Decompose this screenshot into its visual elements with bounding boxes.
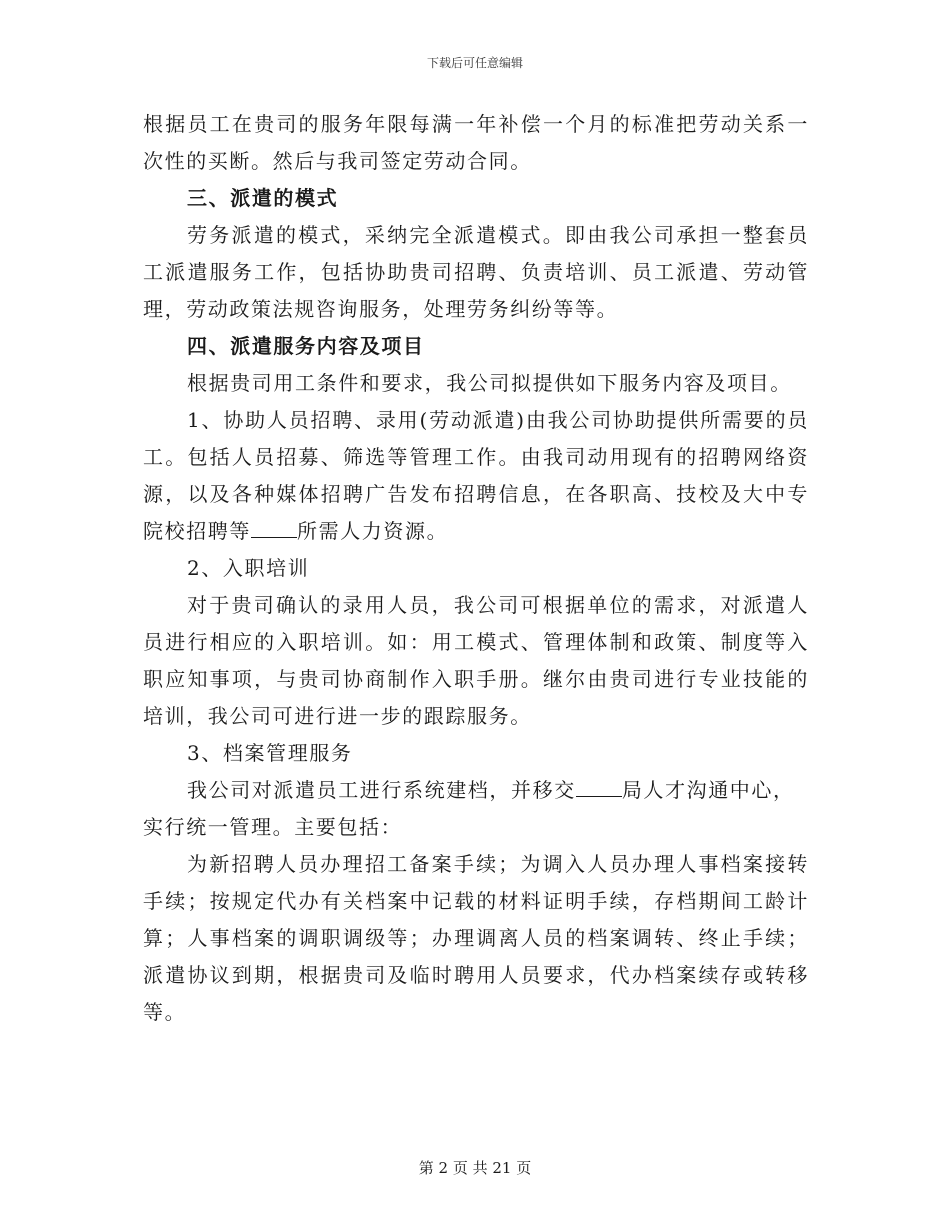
section-heading: 三、派遣的模式: [187, 186, 339, 210]
paragraph-line: 为新招聘人员办理招工备案手续；为调入人员办理人事档案接转: [187, 852, 809, 876]
paragraph-line: 理，劳动政策法规咨询服务，处理劳务纠纷等等。: [143, 297, 619, 321]
paragraph-line: 工派遣服务工作，包括协助贵司招聘、负责培训、员工派遣、劳动管: [143, 260, 809, 284]
page-header: 下载后可任意编辑: [426, 56, 523, 70]
paragraph-line: [143, 772, 809, 809]
paragraph-line: 1、协助人员招聘、录用(劳动派遣)由我公司协助提供所需要的员: [187, 408, 809, 432]
paragraph-line: 实行统一管理。主要包括：: [143, 815, 403, 839]
paragraph-line: 源，以及各种媒体招聘广告发布招聘信息，在各职高、技校及大中专: [143, 482, 809, 506]
subsection-heading: 3、档案管理服务: [187, 741, 353, 765]
paragraph-line: [143, 513, 809, 550]
line-text: 院校招聘等: [143, 519, 251, 543]
paragraph-line: 派遣协议到期，根据贵司及临时聘用人员要求，代办档案续存或转移: [143, 963, 809, 987]
fill-in-blank: [251, 517, 297, 538]
line-text: 局人才沟通中心，: [621, 778, 795, 802]
paragraph-line: 培训，我公司可进行进一步的跟踪服务。: [143, 704, 532, 728]
paragraph-line: 对于贵司确认的录用人员，我公司可根据单位的需求，对派遣人: [187, 593, 809, 617]
paragraph-line: 次性的买断。然后与我司签定劳动合同。: [143, 149, 532, 173]
paragraph-line: 员进行相应的入职培训。如：用工模式、管理体制和政策、制度等入: [143, 630, 809, 654]
paragraph-line: 工。包括人员招募、筛选等管理工作。由我司动用现有的招聘网络资: [143, 445, 809, 469]
paragraph-line: 根据员工在贵司的服务年限每满一年补偿一个月的标准把劳动关系一: [143, 112, 809, 136]
page-footer: 第 2 页 共 21 页: [418, 1159, 532, 1177]
fill-in-blank: [576, 776, 622, 797]
paragraph-line: 等。: [143, 1000, 187, 1024]
paragraph-line: 根据贵司用工条件和要求，我公司拟提供如下服务内容及项目。: [187, 371, 792, 395]
document-body: [143, 106, 809, 1031]
subsection-heading: 2、入职培训: [187, 556, 310, 580]
paragraph-line: 职应知事项，与贵司协商制作入职手册。继尔由贵司进行专业技能的: [143, 667, 809, 691]
paragraph-line: 算；人事档案的调职调级等；办理调离人员的档案调转、终止手续；: [143, 926, 809, 950]
line-text: 我公司对派遣员工进行系统建档，并移交: [187, 778, 576, 802]
paragraph-line: 劳务派遣的模式，采纳完全派遣模式。即由我公司承担一整套员: [187, 223, 809, 247]
paragraph-line: 手续；按规定代办有关档案中记载的材料证明手续，存档期间工龄计: [143, 889, 809, 913]
section-heading: 四、派遣服务内容及项目: [187, 334, 425, 358]
line-text: 所需人力资源。: [297, 519, 449, 543]
